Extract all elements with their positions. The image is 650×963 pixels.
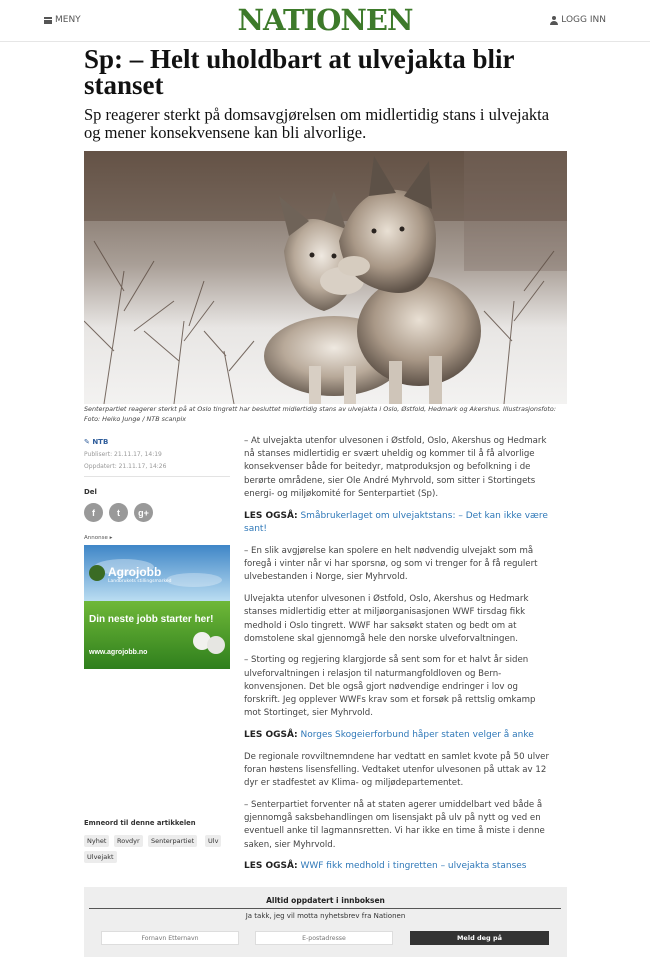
article-photo xyxy=(84,151,567,404)
updated-date: Oppdatert: 21.11.17, 14:26 xyxy=(84,463,167,470)
login-label: LOGG INN xyxy=(561,15,606,25)
article-lead: Sp reagerer sterkt på domsavgjørelsen om midlertidig stans i ulvejakta og mener konsekvensene kan bli alvorlige. xyxy=(84,105,550,142)
subscribe-button[interactable]: Meld deg på xyxy=(410,931,549,945)
divider xyxy=(89,908,561,909)
tag-rovdyr[interactable]: Rovdyr xyxy=(114,835,143,847)
paragraph: Ulvejakta utenfor ulvesonen i Østfold, Oslo, Akershus og Hedmark stanses midlertidig etter at miljøorganisasjonen WWF tirsdag fikk medhold i Oslo tingrett. WWF har saksøkt staten og bedt om at domstolene skal gjennomgå hele den norske ulveforvaltningen. xyxy=(244,594,529,644)
ad-tagline: Landbrukets stillingsmarked xyxy=(108,579,172,584)
google-plus-icon[interactable]: g+ xyxy=(134,503,153,522)
article-headline: Sp: – Helt uholdbart at ulvejakta blir stanset xyxy=(84,44,515,100)
facebook-icon[interactable]: f xyxy=(84,503,103,522)
newsletter-title: Alltid oppdatert i innboksen xyxy=(266,896,385,905)
newsletter-box xyxy=(84,887,567,957)
pencil-icon: ✎ xyxy=(84,438,90,446)
site-logo[interactable]: NATIONEN xyxy=(237,3,413,37)
byline-author[interactable]: ✎ NTB xyxy=(84,438,109,446)
paragraph: – En slik avgjørelse kan spolere en helt nødvendig ulvejakt som må foregå i vinter når vi har sporsnø, og som vi trenger for å få regulert ulvebestanden i Norge, sier Myhrvold. xyxy=(244,546,538,583)
email-field[interactable] xyxy=(255,931,393,945)
read-also: LES OGSÅ: Småbrukerlaget om ulvejaktstans: – Det kan ikke være sant! xyxy=(244,510,548,535)
read-also-link[interactable]: WWF fikk medhold i tingretten – ulvejakta stanses xyxy=(300,861,527,872)
login-button[interactable] xyxy=(550,15,606,25)
tags-title: Emneord til denne artikkelen xyxy=(84,819,196,827)
agrojobb-logo-icon xyxy=(89,565,105,581)
paragraph: – Storting og regjering klargjorde så sent som for et halvt år siden ulveforvaltningen i relasjon til naturmangfoldloven og Bern-konvensjonen. Det ble også gjort nødvendige endringer i lov og forskrift. Jeg opplever WWFs krav som et forsøk på rettslig omkamp mot Stortinget, sier Myhrvold. xyxy=(244,655,536,719)
photo-caption: Senterpartiet reagerer sterkt på at Oslo tingrett har besluttet midlertidig stans av ulvejakta i Oslo, Østfold, Hedmark og Akershus. Illustrasjonsfoto: Foto: Heiko Junge / NTB scanpix xyxy=(84,405,556,423)
ad-brand: Agrojobb xyxy=(108,565,162,579)
read-also: LES OGSÅ: WWF fikk medhold i tingretten – ulvejakta stanses xyxy=(244,861,527,872)
paragraph: – Senterpartiet forventer nå at staten agerer umiddelbart ved både å gjennomgå saksbehandlingen om lisensjakt på ulv på nytt og ved en eventuell anke til lagmannsretten. Vi har ikke en time å miste i denne saken, sier Myhrvold. xyxy=(244,800,545,850)
ad-label: Annonse ▸ xyxy=(84,535,113,541)
tag-ulvejakt[interactable]: Ulvejakt xyxy=(84,851,117,863)
tag-ulv[interactable]: Ulv xyxy=(205,835,221,847)
read-also: LES OGSÅ: Norges Skogeierforbund håper staten velger å anke xyxy=(244,729,534,740)
twitter-icon[interactable]: t xyxy=(109,503,128,522)
share-title: Del xyxy=(84,488,97,496)
paragraph: – At ulvejakta utenfor ulvesonen i Østfold, Oslo, Akershus og Hedmark nå stanses midlertidig er svært uheldig og kommer til å få alvorlige konsekvenser både for beitedyr, matproduksjon og befolkning i de berørte områdene, sier Ole André Myhrvold, som sitter i Stortingets energi- og miljøkomité for Senterpartiet (Sp). xyxy=(244,436,547,499)
menu-label: MENY xyxy=(55,15,81,25)
read-also-link[interactable]: Småbrukerlaget om ulvejaktstans: – Det kan ikke være sant! xyxy=(244,510,548,535)
tag-senterpartiet[interactable]: Senterpartiet xyxy=(148,835,197,847)
paragraph: De regionale rovviltnemndene har vedtatt en samlet kvote på 50 ulver foran høstens lisensfelling. Vedtaket utenfor ulvesonen på uttak av 12 dyr er stadfestet av Klima- og miljødepartementet. xyxy=(244,751,550,789)
ad-slogan: Din neste jobb starter her! xyxy=(89,614,214,625)
tag-nyhet[interactable]: Nyhet xyxy=(84,835,109,847)
ad-banner[interactable] xyxy=(84,545,230,669)
wolves-photo-illustration xyxy=(84,151,567,404)
ad-url: www.agrojobb.no xyxy=(89,649,148,656)
article-body xyxy=(244,435,549,882)
published-date: Publisert: 21.11.17, 14:19 xyxy=(84,451,162,458)
user-icon xyxy=(550,16,558,25)
newsletter-text: Ja takk, jeg vil motta nyhetsbrev fra Nationen xyxy=(245,912,406,920)
divider xyxy=(84,476,230,477)
ad-info-icon[interactable]: ▸ xyxy=(109,535,113,541)
site-header xyxy=(0,0,650,42)
read-also-link[interactable]: Norges Skogeierforbund håper staten velger å anke xyxy=(300,729,534,740)
name-field[interactable] xyxy=(101,931,239,945)
